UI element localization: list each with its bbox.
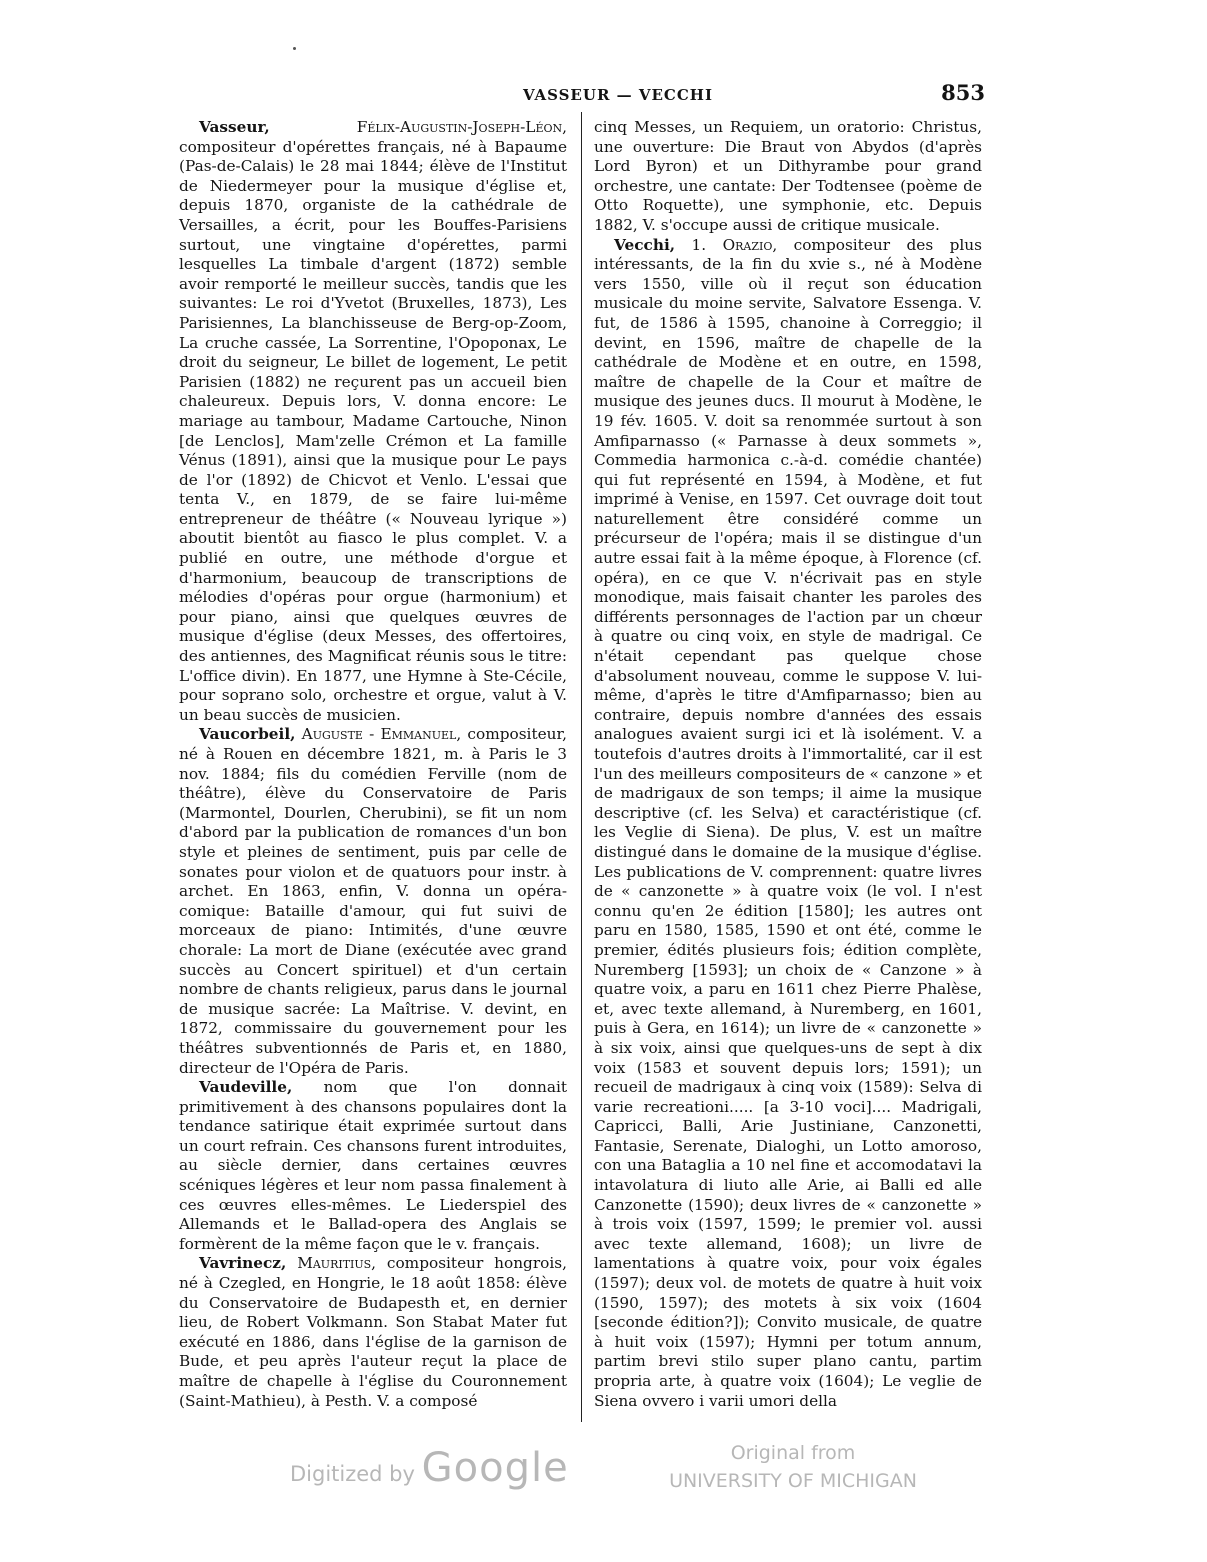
running-head: VASSEUR — VECCHI bbox=[522, 86, 713, 104]
column-divider bbox=[581, 112, 582, 1422]
given-names: Auguste - Emmanuel, bbox=[301, 725, 462, 744]
headword: Vaucorbeil, bbox=[199, 725, 296, 744]
entry-vasseur bbox=[179, 118, 567, 725]
headword: Vecchi, bbox=[614, 235, 676, 254]
entry-vaucorbeil bbox=[179, 725, 567, 1078]
given-names: Mauritius, bbox=[297, 1254, 377, 1273]
page-header bbox=[180, 80, 985, 110]
entry-vecchi bbox=[594, 236, 982, 1412]
stray-mark bbox=[293, 47, 296, 50]
source-watermark bbox=[668, 1439, 918, 1495]
entry-vaudeville bbox=[179, 1078, 567, 1254]
original-from-label: Original from bbox=[730, 1442, 856, 1464]
entry-text: cinq Messes, un Requiem, un oratorio: Christus, une ouverture: Die Braut von Abydos (d'après Lord Byron) et un Dithyrambe pour grand orchestre, une cantate: Der Todtensee (poème de Otto Roquette), une symphonie, etc. Depuis 1882, V. s'occupe aussi de critique musicale. bbox=[594, 118, 982, 234]
right-column bbox=[594, 118, 982, 1411]
given-names: Orazio, bbox=[722, 235, 778, 254]
google-logo: Google bbox=[421, 1445, 569, 1491]
university-label: UNIVERSITY OF MICHIGAN bbox=[669, 1470, 917, 1492]
page-number: 853 bbox=[941, 80, 985, 105]
entry-text: compositeur, né à Rouen en décembre 1821, m. à Paris le 3 nov. 1884; fils du comédien Ferville (nom de théâtre), élève du Conservatoire de Paris (Marmontel, Dourlen, Cherubini), se fit un nom d'abord par la publication de romances d'un bon style et pleines de sentiment, puis par celle de sonates pour violon et de quatuors pour instr. à archet. En 1863, enfin, V. donna un opéra-comique: Bataille d'amour, qui fut suivi de morceaux de piano: Intimités, d'une œuvre chorale: La mort de Diane (exécutée avec grand succès au Concert spirituel) et d'un certain nombre de chants religieux, parus dans le journal de musique sacrée: La Maîtrise. V. devint, en 1872, commissaire du gouvernement pour les théâtres subventionnés de Paris et, en 1880, directeur de l'Opéra de Paris. bbox=[179, 725, 567, 1077]
left-column bbox=[179, 118, 567, 1411]
headword: Vavrinecz, bbox=[199, 1254, 287, 1273]
entry-text: compositeur hongrois, né à Czegled, en Hongrie, le 18 août 1858: élève du Conservatoire de Budapesth et, en dernier lieu, de Robert Volkmann. Son Stabat Mater fut exécuté en 1886, dans l'église de la garnison de Bude, et peu après l'auteur reçut la place de maître de chapelle à l'église du Couronnement (Saint-Mathieu), à Pesth. V. a composé bbox=[179, 1254, 567, 1410]
digitized-prefix: Digitized by bbox=[290, 1462, 415, 1486]
given-names: Félix-Augustin-Joseph-Léon, bbox=[356, 118, 567, 136]
entry-number: 1. bbox=[691, 235, 707, 254]
entry-text: compositeur des plus intéressants, de la fin du xvie s., né à Modène vers 1550, ville où il reçut son éducation musicale du moine servite, Salvatore Essenga. V. fut, de 1586 à 1595, chanoine à Correggio; il devint, en 1596, maître de chapelle de la cathédrale de Modène et en outre, en 1598, maître de chapelle de la Cour et maître de musique des jeunes ducs. Il mourut à Modène, le 19 fév. 1605. V. doit sa renommée surtout à son Amfiparnasso (« Parnasse à deux sommets », Commedia harmonica c.-à-d. comédie chantée) qui fut représenté en 1594, à Modène, et fut imprimé à Venise, en 1597. Cet ouvrage doit tout naturellement être considéré comme un précurseur de l'opéra; mais il se distingue d'un autre essai fait à la même époque, à Florence (cf. opéra), en ce que V. n'écrivait pas en style monodique, mais faisait chanter les paroles des différents personnages de l'action par un chœur à quatre ou cinq voix, en style de madrigal. Ce n'était cependant pas quelque chose d'absolument nouveau, comme le suppose V. lui-même, d'après le titre d'Amfiparnasso; bien au contraire, depuis nombre d'années des essais analogues avaient surgi ici et là isolément. V. a toutefois d'autres droits à l'immortalité, car il est l'un des meilleurs compositeurs de « canzone » et de madrigaux de son temps; il aime la musique descriptive (cf. les Selva) et caractéristique (cf. les Veglie di Siena). De plus, V. est un maître distingué dans le domaine de la musique d'église. Les publications de V. comprennent: quatre livres de « canzonette » à quatre voix (le vol. I n'est connu qu'en 2e édition [1580]; les autres ont paru en 1580, 1585, 1590 et ont été, comme le premier, édités plusieurs fois; édition complète, Nuremberg [1593]; un choix de « Canzone » à quatre voix, a paru en 1611 chez Pierre Phalèse, et, avec texte allemand, à Nuremberg, en 1601, puis à Gera, en 1614); un livre de « canzonette » à six voix, ainsi que quelques-uns de sept à dix voix (1583 et souvent depuis lors; 1591); un recueil de madrigaux à cinq voix (1589): Selva di varie recreationi..... [a 3-10 voci].... Madrigali, Capricci, Balli, Arie Justiniane, Canzonetti, Fantasie, Serenate, Dialoghi, un Lotto amoroso, con una Bataglia a 10 nel fine et accomodatavi la intavolatura di liuto alle Arie, ai Balli ed alle Canzonette (1590); deux livres de « canzonette » à trois voix (1597, 1599; le premier vol. aussi avec texte allemand, 1608); un livre de lamentations à quatre voix, pour voix égales (1597); deux vol. de motets de quatre à huit voix (1590, 1597); des motets à six voix (1604 [seconde édition?]); Convito musicale, de quatre à huit voix (1597); Hymni per totum annum, partim brevi stilo super plano cantu, partim propria arte, à quatre voix (1604); Le veglie de Siena ovvero i varii umori della bbox=[594, 235, 982, 1410]
google-watermark bbox=[290, 1445, 569, 1491]
entry-vavrinecz bbox=[179, 1254, 567, 1411]
entry-text: compositeur d'opérettes français, né à Bapaume (Pas-de-Calais) le 28 mai 1844; élève de l'Institut de Niedermeyer pour la musique d'église et, depuis 1870, organiste de la cathédrale de Versailles, a écrit, pour les Bouffes-Parisiens surtout, une vingtaine d'opérettes, parmi lesquelles La timbale d'argent (1872) semble avoir remporté le meilleur succès, tandis que les suivantes: Le roi d'Yvetot (Bruxelles, 1873), Les Parisiennes, La blanchisseuse de Berg-op-Zoom, La cruche cassée, La Sorrentine, l'Opoponax, Le droit du seigneur, Le billet de logement, Le petit Parisien (1882) ne reçurent pas un accueil bien chaleureux. Depuis lors, V. donna encore: Le mariage au tambour, Madame Cartouche, Ninon [de Lenclos], Mam'zelle Crémon et La famille Vénus (1891), ainsi que la musique pour Le pays de l'or (1892) de Chicvot et Venlo. L'essai que tenta V., en 1879, de se faire lui-même entrepreneur de théâtre (« Nouveau lyrique ») aboutit bientôt au fiasco le plus complet. V. a publié en outre, une méthode d'orgue et d'harmonium, beaucoup de transcriptions de mélodies d'opéras pour orgue (harmonium) et pour piano, ainsi que quelques œuvres de musique d'église (deux Messes, des offertoires, des antiennes, des Magnificat réunis sous le titre: L'office divin). En 1877, une Hymne à Ste-Cécile, pour soprano solo, orchestre et orgue, valut à V. un beau succès de musicien. bbox=[179, 137, 567, 724]
digitization-footer bbox=[0, 1435, 1207, 1505]
entry-text: nom que l'on donnait primitivement à des chansons populaires dont la tendance satirique était exprimée surtout dans un court refrain. Ces chansons furent introduites, au siècle dernier, dans certaines œuvres scéniques légères et leur nom passa finalement à ces œuvres elles-mêmes. Le Liederspiel des Allemands et le Ballad-opera des Anglais se formèrent de la même façon que le v. français. bbox=[179, 1078, 567, 1253]
entry-continuation bbox=[594, 118, 982, 236]
headword: Vaudeville, bbox=[199, 1078, 293, 1097]
headword: Vasseur, bbox=[199, 118, 270, 136]
